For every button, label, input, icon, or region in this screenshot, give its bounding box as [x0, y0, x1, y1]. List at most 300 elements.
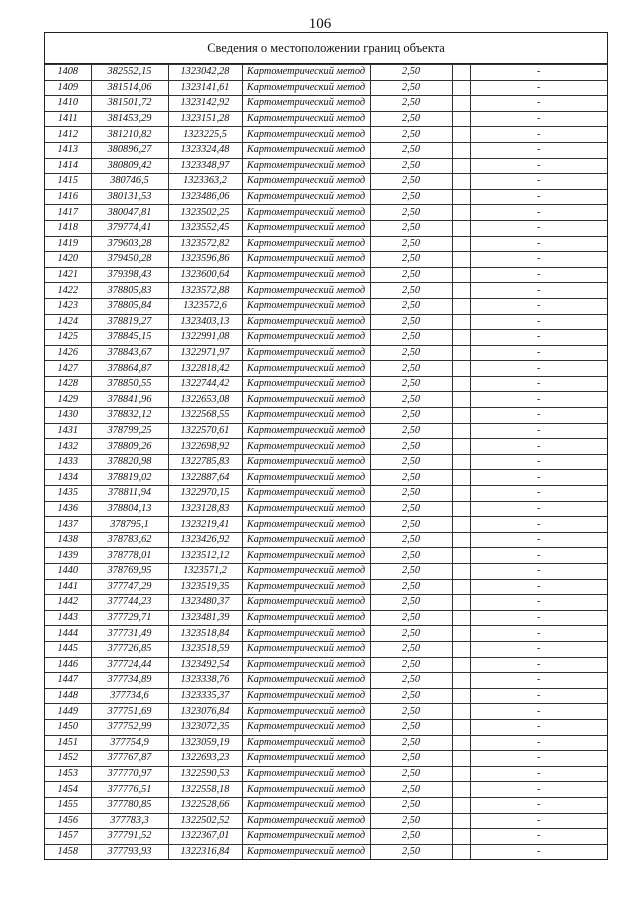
- precision-cell: 2,50: [370, 719, 452, 735]
- precision-cell: 2,50: [370, 782, 452, 798]
- point-number-cell: 1422: [45, 283, 91, 299]
- point-number-cell: 1451: [45, 735, 91, 751]
- table-row: [45, 267, 607, 283]
- point-number-cell: 1447: [45, 673, 91, 689]
- x-coordinate-cell: 377734,89: [91, 673, 168, 689]
- table-row: [45, 80, 607, 96]
- spacer-cell: [452, 345, 470, 361]
- method-cell: Картометрический метод: [242, 579, 370, 595]
- table-row: [45, 517, 607, 533]
- note-cell: -: [470, 626, 607, 642]
- note-cell: -: [470, 719, 607, 735]
- spacer-cell: [452, 267, 470, 283]
- method-cell: Картометрический метод: [242, 486, 370, 502]
- table-row: [45, 314, 607, 330]
- point-number-cell: 1409: [45, 80, 91, 96]
- method-cell: Картометрический метод: [242, 564, 370, 580]
- x-coordinate-cell: 377752,99: [91, 719, 168, 735]
- point-number-cell: 1437: [45, 517, 91, 533]
- table-row: [45, 454, 607, 470]
- precision-cell: 2,50: [370, 267, 452, 283]
- x-coordinate-cell: 378778,01: [91, 548, 168, 564]
- x-coordinate-cell: 378769,95: [91, 564, 168, 580]
- point-number-cell: 1410: [45, 96, 91, 112]
- y-coordinate-cell: 1323492,54: [168, 657, 242, 673]
- precision-cell: 2,50: [370, 829, 452, 845]
- table-row: [45, 751, 607, 767]
- coordinates-table-body: [45, 65, 607, 860]
- method-cell: Картометрический метод: [242, 813, 370, 829]
- y-coordinate-cell: 1322693,23: [168, 751, 242, 767]
- table-row: [45, 673, 607, 689]
- spacer-cell: [452, 517, 470, 533]
- spacer-cell: [452, 376, 470, 392]
- x-coordinate-cell: 378799,25: [91, 423, 168, 439]
- note-cell: -: [470, 548, 607, 564]
- note-cell: -: [470, 205, 607, 221]
- table-row: [45, 252, 607, 268]
- note-cell: -: [470, 470, 607, 486]
- point-number-cell: 1439: [45, 548, 91, 564]
- y-coordinate-cell: 1323151,28: [168, 111, 242, 127]
- method-cell: Картометрический метод: [242, 610, 370, 626]
- table-row: [45, 330, 607, 346]
- y-coordinate-cell: 1323519,35: [168, 579, 242, 595]
- precision-cell: 2,50: [370, 236, 452, 252]
- table-row: [45, 392, 607, 408]
- table-row: [45, 829, 607, 845]
- note-cell: -: [470, 80, 607, 96]
- point-number-cell: 1426: [45, 345, 91, 361]
- table-row: [45, 564, 607, 580]
- point-number-cell: 1434: [45, 470, 91, 486]
- precision-cell: 2,50: [370, 579, 452, 595]
- method-cell: Картометрический метод: [242, 626, 370, 642]
- y-coordinate-cell: 1323338,76: [168, 673, 242, 689]
- spacer-cell: [452, 392, 470, 408]
- spacer-cell: [452, 595, 470, 611]
- precision-cell: 2,50: [370, 158, 452, 174]
- note-cell: -: [470, 298, 607, 314]
- spacer-cell: [452, 236, 470, 252]
- y-coordinate-cell: 1323502,25: [168, 205, 242, 221]
- table-row: [45, 65, 607, 81]
- x-coordinate-cell: 377731,49: [91, 626, 168, 642]
- y-coordinate-cell: 1323426,92: [168, 532, 242, 548]
- precision-cell: 2,50: [370, 376, 452, 392]
- y-coordinate-cell: 1323600,64: [168, 267, 242, 283]
- y-coordinate-cell: 1322558,18: [168, 782, 242, 798]
- table-row: [45, 142, 607, 158]
- spacer-cell: [452, 423, 470, 439]
- method-cell: Картометрический метод: [242, 751, 370, 767]
- table-row: [45, 158, 607, 174]
- method-cell: Картометрический метод: [242, 844, 370, 859]
- point-number-cell: 1425: [45, 330, 91, 346]
- method-cell: Картометрический метод: [242, 704, 370, 720]
- table-row: [45, 532, 607, 548]
- y-coordinate-cell: 1323042,28: [168, 65, 242, 81]
- spacer-cell: [452, 548, 470, 564]
- note-cell: -: [470, 751, 607, 767]
- precision-cell: 2,50: [370, 548, 452, 564]
- point-number-cell: 1408: [45, 65, 91, 81]
- method-cell: Картометрический метод: [242, 517, 370, 533]
- note-cell: -: [470, 283, 607, 299]
- spacer-cell: [452, 673, 470, 689]
- point-number-cell: 1413: [45, 142, 91, 158]
- table-row: [45, 735, 607, 751]
- spacer-cell: [452, 610, 470, 626]
- note-cell: -: [470, 267, 607, 283]
- table-row: [45, 189, 607, 205]
- table-row: [45, 657, 607, 673]
- method-cell: Картометрический метод: [242, 657, 370, 673]
- method-cell: Картометрический метод: [242, 111, 370, 127]
- y-coordinate-cell: 1323518,84: [168, 626, 242, 642]
- note-cell: -: [470, 595, 607, 611]
- boundary-table-sheet: [44, 32, 608, 860]
- point-number-cell: 1417: [45, 205, 91, 221]
- y-coordinate-cell: 1323128,83: [168, 501, 242, 517]
- table-row: [45, 345, 607, 361]
- y-coordinate-cell: 1323572,82: [168, 236, 242, 252]
- method-cell: Картометрический метод: [242, 65, 370, 81]
- x-coordinate-cell: 378832,12: [91, 408, 168, 424]
- note-cell: -: [470, 782, 607, 798]
- y-coordinate-cell: 1322971,97: [168, 345, 242, 361]
- y-coordinate-cell: 1323059,19: [168, 735, 242, 751]
- x-coordinate-cell: 378850,55: [91, 376, 168, 392]
- y-coordinate-cell: 1322568,55: [168, 408, 242, 424]
- x-coordinate-cell: 377729,71: [91, 610, 168, 626]
- spacer-cell: [452, 158, 470, 174]
- y-coordinate-cell: 1323480,37: [168, 595, 242, 611]
- note-cell: -: [470, 657, 607, 673]
- method-cell: Картометрический метод: [242, 314, 370, 330]
- spacer-cell: [452, 564, 470, 580]
- method-cell: Картометрический метод: [242, 766, 370, 782]
- spacer-cell: [452, 298, 470, 314]
- x-coordinate-cell: 378783,62: [91, 532, 168, 548]
- spacer-cell: [452, 189, 470, 205]
- note-cell: -: [470, 829, 607, 845]
- method-cell: Картометрический метод: [242, 189, 370, 205]
- table-row: [45, 766, 607, 782]
- table-row: [45, 813, 607, 829]
- point-number-cell: 1429: [45, 392, 91, 408]
- table-row: [45, 626, 607, 642]
- point-number-cell: 1454: [45, 782, 91, 798]
- y-coordinate-cell: 1322785,83: [168, 454, 242, 470]
- x-coordinate-cell: 378845,15: [91, 330, 168, 346]
- precision-cell: 2,50: [370, 704, 452, 720]
- x-coordinate-cell: 380809,42: [91, 158, 168, 174]
- method-cell: Картометрический метод: [242, 283, 370, 299]
- method-cell: Картометрический метод: [242, 735, 370, 751]
- x-coordinate-cell: 380896,27: [91, 142, 168, 158]
- x-coordinate-cell: 377780,85: [91, 797, 168, 813]
- table-row: [45, 220, 607, 236]
- spacer-cell: [452, 844, 470, 859]
- coordinates-table: [45, 64, 607, 859]
- spacer-cell: [452, 579, 470, 595]
- precision-cell: 2,50: [370, 610, 452, 626]
- precision-cell: 2,50: [370, 298, 452, 314]
- note-cell: -: [470, 766, 607, 782]
- note-cell: -: [470, 408, 607, 424]
- table-row: [45, 595, 607, 611]
- method-cell: Картометрический метод: [242, 641, 370, 657]
- y-coordinate-cell: 1323596,86: [168, 252, 242, 268]
- x-coordinate-cell: 379398,43: [91, 267, 168, 283]
- method-cell: Картометрический метод: [242, 205, 370, 221]
- x-coordinate-cell: 378864,87: [91, 361, 168, 377]
- table-row: [45, 408, 607, 424]
- table-row: [45, 579, 607, 595]
- spacer-cell: [452, 782, 470, 798]
- y-coordinate-cell: 1323348,97: [168, 158, 242, 174]
- x-coordinate-cell: 379774,41: [91, 220, 168, 236]
- x-coordinate-cell: 377770,97: [91, 766, 168, 782]
- table-row: [45, 782, 607, 798]
- precision-cell: 2,50: [370, 220, 452, 236]
- table-row: [45, 610, 607, 626]
- x-coordinate-cell: 381210,82: [91, 127, 168, 143]
- spacer-cell: [452, 751, 470, 767]
- note-cell: -: [470, 704, 607, 720]
- y-coordinate-cell: 1322698,92: [168, 439, 242, 455]
- spacer-cell: [452, 65, 470, 81]
- y-coordinate-cell: 1323142,92: [168, 96, 242, 112]
- point-number-cell: 1414: [45, 158, 91, 174]
- point-number-cell: 1443: [45, 610, 91, 626]
- method-cell: Картометрический метод: [242, 548, 370, 564]
- note-cell: -: [470, 111, 607, 127]
- method-cell: Картометрический метод: [242, 267, 370, 283]
- method-cell: Картометрический метод: [242, 345, 370, 361]
- point-number-cell: 1411: [45, 111, 91, 127]
- precision-cell: 2,50: [370, 205, 452, 221]
- point-number-cell: 1445: [45, 641, 91, 657]
- precision-cell: 2,50: [370, 439, 452, 455]
- method-cell: Картометрический метод: [242, 501, 370, 517]
- precision-cell: 2,50: [370, 470, 452, 486]
- y-coordinate-cell: 1323324,48: [168, 142, 242, 158]
- note-cell: -: [470, 688, 607, 704]
- precision-cell: 2,50: [370, 813, 452, 829]
- spacer-cell: [452, 735, 470, 751]
- y-coordinate-cell: 1323219,41: [168, 517, 242, 533]
- y-coordinate-cell: 1322570,61: [168, 423, 242, 439]
- y-coordinate-cell: 1323518,59: [168, 641, 242, 657]
- spacer-cell: [452, 408, 470, 424]
- x-coordinate-cell: 377754,9: [91, 735, 168, 751]
- spacer-cell: [452, 704, 470, 720]
- point-number-cell: 1456: [45, 813, 91, 829]
- x-coordinate-cell: 381514,06: [91, 80, 168, 96]
- x-coordinate-cell: 377747,29: [91, 579, 168, 595]
- note-cell: -: [470, 813, 607, 829]
- x-coordinate-cell: 380131,53: [91, 189, 168, 205]
- table-row: [45, 361, 607, 377]
- method-cell: Картометрический метод: [242, 423, 370, 439]
- spacer-cell: [452, 96, 470, 112]
- point-number-cell: 1416: [45, 189, 91, 205]
- y-coordinate-cell: 1323486,06: [168, 189, 242, 205]
- point-number-cell: 1441: [45, 579, 91, 595]
- precision-cell: 2,50: [370, 486, 452, 502]
- method-cell: Картометрический метод: [242, 782, 370, 798]
- method-cell: Картометрический метод: [242, 688, 370, 704]
- table-row: [45, 423, 607, 439]
- spacer-cell: [452, 454, 470, 470]
- point-number-cell: 1457: [45, 829, 91, 845]
- table-row: [45, 470, 607, 486]
- precision-cell: 2,50: [370, 657, 452, 673]
- x-coordinate-cell: 377751,69: [91, 704, 168, 720]
- point-number-cell: 1433: [45, 454, 91, 470]
- table-row: [45, 641, 607, 657]
- method-cell: Картометрический метод: [242, 470, 370, 486]
- table-row: [45, 127, 607, 143]
- precision-cell: 2,50: [370, 345, 452, 361]
- precision-cell: 2,50: [370, 564, 452, 580]
- note-cell: -: [470, 844, 607, 859]
- precision-cell: 2,50: [370, 127, 452, 143]
- note-cell: -: [470, 127, 607, 143]
- note-cell: -: [470, 517, 607, 533]
- y-coordinate-cell: 1322528,66: [168, 797, 242, 813]
- note-cell: -: [470, 314, 607, 330]
- x-coordinate-cell: 377791,52: [91, 829, 168, 845]
- point-number-cell: 1442: [45, 595, 91, 611]
- method-cell: Картометрический метод: [242, 408, 370, 424]
- spacer-cell: [452, 439, 470, 455]
- spacer-cell: [452, 766, 470, 782]
- y-coordinate-cell: 1323141,61: [168, 80, 242, 96]
- y-coordinate-cell: 1323481,39: [168, 610, 242, 626]
- note-cell: -: [470, 486, 607, 502]
- precision-cell: 2,50: [370, 766, 452, 782]
- note-cell: -: [470, 579, 607, 595]
- precision-cell: 2,50: [370, 252, 452, 268]
- method-cell: Картометрический метод: [242, 158, 370, 174]
- spacer-cell: [452, 111, 470, 127]
- x-coordinate-cell: 377724,44: [91, 657, 168, 673]
- point-number-cell: 1420: [45, 252, 91, 268]
- note-cell: -: [470, 158, 607, 174]
- y-coordinate-cell: 1323076,84: [168, 704, 242, 720]
- method-cell: Картометрический метод: [242, 797, 370, 813]
- x-coordinate-cell: 378804,13: [91, 501, 168, 517]
- x-coordinate-cell: 377783,3: [91, 813, 168, 829]
- point-number-cell: 1453: [45, 766, 91, 782]
- spacer-cell: [452, 797, 470, 813]
- method-cell: Картометрический метод: [242, 532, 370, 548]
- precision-cell: 2,50: [370, 80, 452, 96]
- point-number-cell: 1452: [45, 751, 91, 767]
- note-cell: -: [470, 392, 607, 408]
- table-row: [45, 719, 607, 735]
- precision-cell: 2,50: [370, 408, 452, 424]
- x-coordinate-cell: 378805,84: [91, 298, 168, 314]
- method-cell: Картометрический метод: [242, 376, 370, 392]
- precision-cell: 2,50: [370, 96, 452, 112]
- table-row: [45, 376, 607, 392]
- note-cell: -: [470, 673, 607, 689]
- table-row: [45, 205, 607, 221]
- x-coordinate-cell: 378819,02: [91, 470, 168, 486]
- x-coordinate-cell: 377767,87: [91, 751, 168, 767]
- point-number-cell: 1423: [45, 298, 91, 314]
- point-number-cell: 1450: [45, 719, 91, 735]
- precision-cell: 2,50: [370, 626, 452, 642]
- method-cell: Картометрический метод: [242, 252, 370, 268]
- y-coordinate-cell: 1323225,5: [168, 127, 242, 143]
- method-cell: Картометрический метод: [242, 392, 370, 408]
- table-row: [45, 704, 607, 720]
- x-coordinate-cell: 378809,26: [91, 439, 168, 455]
- spacer-cell: [452, 641, 470, 657]
- point-number-cell: 1440: [45, 564, 91, 580]
- spacer-cell: [452, 719, 470, 735]
- precision-cell: 2,50: [370, 688, 452, 704]
- precision-cell: 2,50: [370, 65, 452, 81]
- point-number-cell: 1428: [45, 376, 91, 392]
- note-cell: -: [470, 96, 607, 112]
- y-coordinate-cell: 1323552,45: [168, 220, 242, 236]
- spacer-cell: [452, 829, 470, 845]
- y-coordinate-cell: 1322744,42: [168, 376, 242, 392]
- spacer-cell: [452, 626, 470, 642]
- precision-cell: 2,50: [370, 797, 452, 813]
- y-coordinate-cell: 1323072,35: [168, 719, 242, 735]
- note-cell: -: [470, 454, 607, 470]
- y-coordinate-cell: 1323572,6: [168, 298, 242, 314]
- precision-cell: 2,50: [370, 673, 452, 689]
- table-row: [45, 96, 607, 112]
- table-row: [45, 486, 607, 502]
- y-coordinate-cell: 1322590,53: [168, 766, 242, 782]
- note-cell: -: [470, 564, 607, 580]
- note-cell: -: [470, 189, 607, 205]
- x-coordinate-cell: 379603,28: [91, 236, 168, 252]
- spacer-cell: [452, 220, 470, 236]
- precision-cell: 2,50: [370, 174, 452, 190]
- note-cell: -: [470, 174, 607, 190]
- method-cell: Картометрический метод: [242, 673, 370, 689]
- x-coordinate-cell: 377793,93: [91, 844, 168, 859]
- note-cell: -: [470, 220, 607, 236]
- y-coordinate-cell: 1323403,13: [168, 314, 242, 330]
- x-coordinate-cell: 378805,83: [91, 283, 168, 299]
- point-number-cell: 1412: [45, 127, 91, 143]
- spacer-cell: [452, 688, 470, 704]
- spacer-cell: [452, 486, 470, 502]
- spacer-cell: [452, 283, 470, 299]
- x-coordinate-cell: 378811,94: [91, 486, 168, 502]
- spacer-cell: [452, 501, 470, 517]
- point-number-cell: 1415: [45, 174, 91, 190]
- spacer-cell: [452, 142, 470, 158]
- precision-cell: 2,50: [370, 392, 452, 408]
- y-coordinate-cell: 1322653,08: [168, 392, 242, 408]
- point-number-cell: 1427: [45, 361, 91, 377]
- note-cell: -: [470, 797, 607, 813]
- spacer-cell: [452, 470, 470, 486]
- point-number-cell: 1449: [45, 704, 91, 720]
